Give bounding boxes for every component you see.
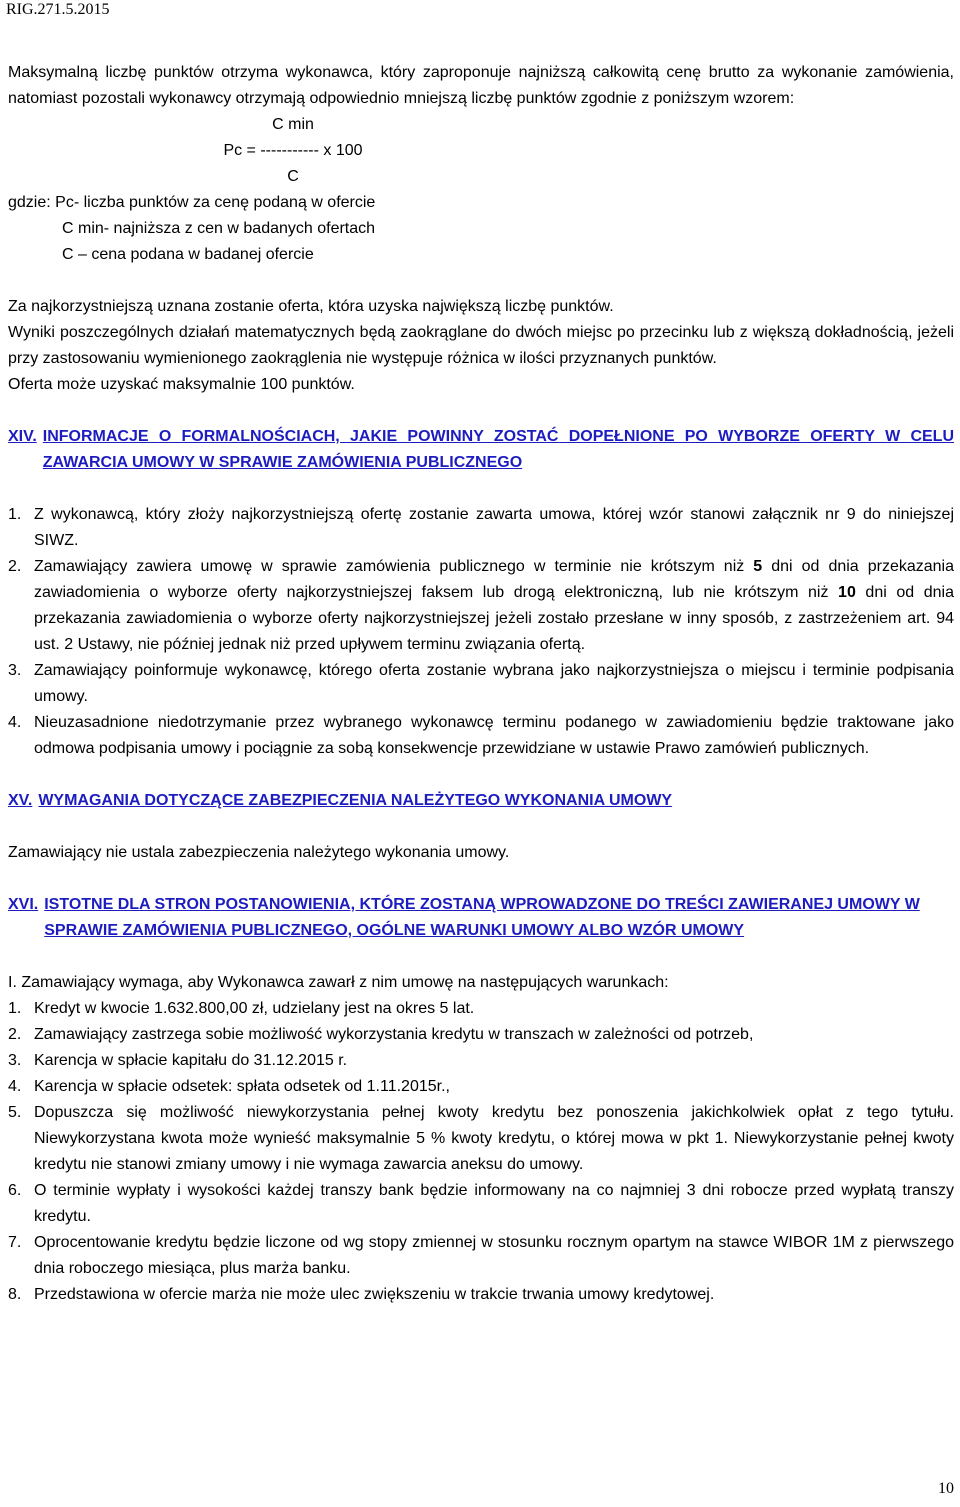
section-xv-title: WYMAGANIA DOTYCZĄCE ZABEZPIECZENIA NALEŻYTEGO WYKONANIA UMOWY (38, 792, 673, 809)
item-number: 2. (8, 1026, 22, 1043)
item-number: 1. (8, 506, 22, 523)
condition-item (8, 1100, 954, 1178)
item-number: 5. (8, 1104, 22, 1121)
page-number: 10 (938, 1480, 954, 1497)
rounding-rule: Wyniki poszczególnych działań matematycznych będą zaokrąglane do dwóch miejsc po przecinku lub z większą dokładnością, jeżeli przy zastosowaniu wymienionego zaokrąglenia nie występuje różnica w ilości przyznanych punktów. (8, 324, 954, 367)
condition-item (8, 1074, 954, 1100)
item-number: 1. (8, 1000, 22, 1017)
max-points-rule: Oferta może uzyskać maksymalnie 100 punktów. (8, 376, 355, 393)
section-xvi-number: XVI. (8, 896, 39, 913)
item-text: O terminie wypłaty i wysokości każdej transzy bank będzie informowany na co najmniej 3 dni robocze przed wypłatą transzy kredytu. (34, 1182, 954, 1225)
item-text: Oprocentowanie kredytu będzie liczone od wg stopy zmiennej w stosunku rocznym opartym na stawce WIBOR 1M z pierwszego dnia roboczego miesiąca, plus marża banku. (34, 1234, 954, 1277)
item-number: 2. (8, 558, 22, 575)
item-text: Nieuzasadnione niedotrzymanie przez wybranego wykonawcę terminu podanego w zawiadomieniu będzie traktowane jako odmowa podpisania umowy i pociągnie za sobą konsekwencje przewidziane w ustawie Prawo zamówień publicznych. (34, 714, 954, 757)
item-number: 6. (8, 1182, 22, 1199)
condition-item (8, 1048, 954, 1074)
condition-item (8, 996, 954, 1022)
section-xv-text: Zamawiający nie ustala zabezpieczenia należytego wykonania umowy. (8, 844, 510, 861)
item-number: 4. (8, 1078, 22, 1095)
item-text: Dopuszcza się możliwość niewykorzystania pełnej kwoty kredytu bez ponoszenia jakichkolwiek opłat z tego tytułu. Niewykorzystana kwota może wynieść maksymalnie 5 % kwoty kredytu, o której mowa w pkt 1. Niewykorzystanie pełnej kwoty kredytu nie stanowi zmiany umowy i nie wymaga zawarcia aneksu do umowy. (34, 1104, 954, 1173)
item-number: 3. (8, 662, 22, 679)
item2-days-short: 5 (753, 558, 763, 575)
item2-part-b: dni od dnia przekazania zawiadomienia o wyborze oferty najkorzystniejszej faksem lub drogą elektroniczną, lub nie krótszym niż (34, 558, 955, 601)
formula-line: Pc = ----------- x 100 (223, 142, 363, 159)
section-xiv-item (8, 658, 954, 710)
scoring-intro: Maksymalną liczbę punktów otrzyma wykonawca, który zaproponuje najniższą całkowitą cenę brutto za wykonanie zamówienia, natomiast pozostali wykonawcy otrzymają odpowiednio mniejszą liczbę punktów zgodnie z poniższym wzorem: (8, 64, 954, 107)
item-number: 8. (8, 1286, 22, 1303)
section-xv-number: XV. (8, 792, 33, 809)
item-text: Karencja w spłacie kapitału do 31.12.2015 r. (34, 1052, 348, 1069)
item2-part-a: Zamawiający zawiera umowę w sprawie zamówienia publicznego w terminie nie krótszym niż (34, 558, 754, 575)
section-xiv-heading (8, 424, 954, 476)
section-xiv-item (8, 554, 954, 658)
item-text: Zamawiający zastrzega sobie możliwość wykorzystania kredytu w transzach w zależności od potrzeb, (34, 1026, 754, 1043)
document-reference: RIG.271.5.2015 (6, 1, 110, 18)
formula-denominator: C (287, 168, 299, 185)
formula-numerator: C min (272, 116, 314, 133)
item-text: Kredyt w kwocie 1.632.800,00 zł, udzielany jest na okres 5 lat. (34, 1000, 475, 1017)
best-offer-rule: Za najkorzystniejszą uznana zostanie oferta, która uzyska największą liczbę punktów. (8, 298, 614, 315)
item-text: Zamawiający poinformuje wykonawcę, którego oferta zostanie wybrana jako najkorzystniejsza o miejscu i terminie podpisania umowy. (34, 662, 954, 705)
section-xiv-item (8, 502, 954, 554)
item-text: Przedstawiona w ofercie marża nie może ulec zwiększeniu w trakcie trwania umowy kredytowej. (34, 1286, 715, 1303)
item-text: Karencja w spłacie odsetek: spłata odsetek od 1.11.2015r., (34, 1078, 450, 1095)
section-xiv-number: XIV. (8, 428, 37, 445)
item-text: Z wykonawcą, który złoży najkorzystniejszą ofertę zostanie zawarta umowa, której wzór stanowi załącznik nr 9 do niniejszej SIWZ. (34, 506, 954, 549)
condition-item (8, 1230, 954, 1282)
item-number: 7. (8, 1234, 22, 1251)
item2-part-c: dni od dnia przekazania zawiadomienia o wyborze oferty najkorzystniejszej jeżeli zostało przesłane w inny sposób, z zastrzeżeniem art. 94 ust. 2 Ustawy, nie później jednak niż przed upływem terminu związania ofertą. (34, 584, 954, 653)
section-xiv-title: INFORMACJE O FORMALNOŚCIACH, JAKIE POWINNY ZOSTAĆ DOPEŁNIONE PO WYBORZE OFERTY W CELU ZAWARCIA UMOWY W SPRAWIE ZAMÓWIENIA PUBLICZNEGO (42, 428, 954, 471)
section-xv-heading (8, 788, 954, 814)
item-number: 4. (8, 714, 22, 731)
section-xiv-item (8, 710, 954, 762)
page-content (8, 60, 954, 1308)
item-text (34, 554, 954, 658)
condition-item (8, 1282, 954, 1308)
item2-days-long: 10 (838, 584, 856, 601)
condition-item (8, 1178, 954, 1230)
definition-pc: gdzie: Pc- liczba punktów za cenę podaną w ofercie (8, 194, 376, 211)
section-xvi-heading (8, 892, 954, 944)
section-xvi-intro: I. Zamawiający wymaga, aby Wykonawca zawarł z nim umowę na następujących warunkach: (8, 974, 669, 991)
section-xvi-title: ISTOTNE DLA STRON POSTANOWIENIA, KTÓRE ZOSTANĄ WPROWADZONE DO TREŚCI ZAWIERANEJ UMOWY W SPRAWIE ZAMÓWIENIA PUBLICZNEGO, OGÓLNE WARUNKI UMOWY ALBO WZÓR UMOWY (44, 896, 920, 939)
condition-item (8, 1022, 954, 1048)
item-number: 3. (8, 1052, 22, 1069)
definition-cmin: C min- najniższa z cen w badanych ofertach (62, 220, 376, 237)
definition-c: C – cena podana w badanej ofercie (62, 246, 314, 263)
